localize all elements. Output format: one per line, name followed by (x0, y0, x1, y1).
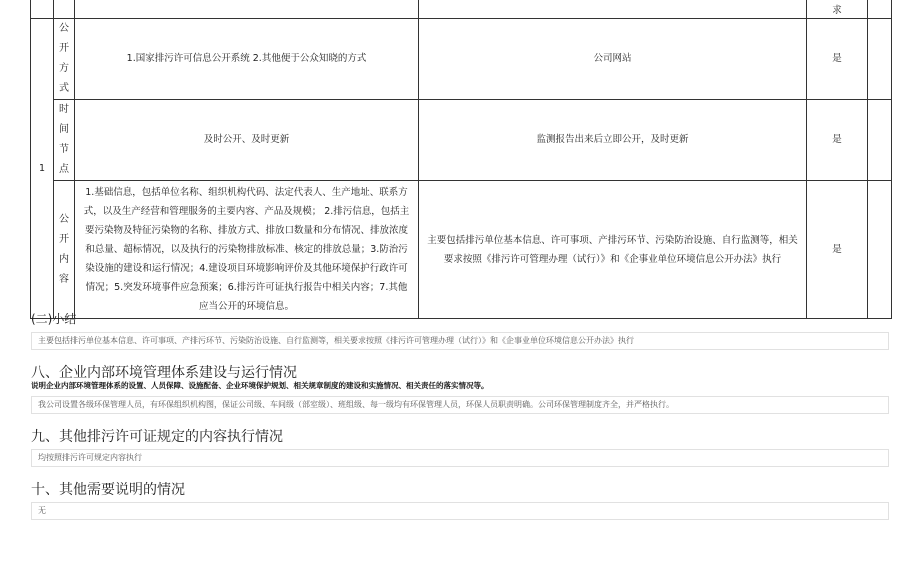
section8-text: 我公司设置各级环保管理人员，有环保组织机构图，保证公司级、车间级（部室级）、班组级、每一级均有环保管理人员，环保人员职责明确。公司环保管理制度齐全，并严格执行。 (38, 400, 674, 409)
requirement-text: 1.国家排污许可信息公开系统 2.其他便于公众知晓的方式 (126, 53, 367, 64)
consistent-cell (807, 181, 868, 319)
table-row (31, 181, 892, 319)
row-label: 公开方式 (59, 23, 69, 94)
actual-cell (419, 19, 807, 100)
row-label: 公开内容 (59, 213, 69, 285)
header-partial-text: 求 (832, 5, 842, 16)
requirement-cell (75, 100, 419, 181)
actual-cell (419, 181, 807, 319)
consistent-cell (807, 100, 868, 181)
actual-text: 公司网站 (593, 53, 632, 64)
row-label-cell (54, 181, 75, 319)
row-index: 1 (38, 162, 46, 174)
requirement-text: 及时公开、及时更新 (203, 134, 290, 145)
consistent-cell (807, 19, 868, 100)
requirement-cell (75, 181, 419, 319)
table-header-row (31, 0, 892, 19)
summary-text-field (31, 332, 889, 350)
table-cell (868, 0, 892, 19)
table-cell (868, 100, 892, 181)
section9-text: 均按照排污许可规定内容执行 (38, 453, 142, 462)
section8-title: 八、企业内部环境管理体系建设与运行情况 (31, 365, 297, 381)
consistent-value: 是 (832, 53, 842, 64)
section9-text-field (31, 449, 889, 467)
section10-title: 十、其他需要说明的情况 (31, 482, 185, 498)
table-cell (868, 181, 892, 319)
section10-text: 无 (38, 506, 46, 515)
row-label: 时间节点 (59, 104, 69, 175)
consistent-value: 是 (832, 243, 842, 255)
actual-text: 主要包括排污单位基本信息、许可事项、产排污环节、污染防治设施、自行监测等，相关要求按照《排污许可管理办理（试行）》和《企事业单位环境信息公开办法》执行 (427, 234, 798, 265)
table-cell (75, 0, 419, 19)
actual-text: 监测报告出来后立即公开，及时更新 (536, 134, 689, 145)
table-row (31, 100, 892, 181)
table-cell (54, 0, 75, 19)
table-row (31, 19, 892, 100)
section8-text-field (31, 396, 889, 414)
header-consistent-partial (807, 0, 868, 19)
table-cell (31, 0, 54, 19)
row-label-cell (54, 19, 75, 100)
summary-title: (二)小结 (31, 312, 77, 326)
section9-title: 九、其他排污许可证规定的内容执行情况 (31, 429, 283, 445)
table-cell (419, 0, 807, 19)
info-disclosure-table (30, 0, 892, 319)
row-label-cell (54, 100, 75, 181)
consistent-value: 是 (832, 134, 842, 145)
section8-desc: 说明企业内部环境管理体系的设置、人员保障、设施配备、企业环境保护规划、相关规章制度的建设和实施情况、相关责任的落实情况等。 (31, 381, 489, 390)
table-cell (868, 19, 892, 100)
requirement-cell (75, 19, 419, 100)
row-index-cell (31, 19, 54, 319)
summary-text: 主要包括排污单位基本信息、许可事项、产排污环节、污染防治设施、自行监测等，相关要求按照《排污许可管理办理（试行）》和《企事业单位环境信息公开办法》执行 (38, 336, 634, 345)
requirement-text: 1.基础信息，包括单位名称、组织机构代码、法定代表人、生产地址、联系方式，以及生产经营和管理服务的主要内容、产品及规模； 2.排污信息，包括主要污染物及特征污染物的名称、排放方式、排放口数量和分布情况、排放浓度和总量、超标情况，以及执行的污染物排放标准、核定的排放总量；3.防治污染设施的建设和运行情况；4.建设项目环境影响评价及其他环境保护行政许可情况；5.突发环境事件应急预案；6.排污许可证执行报告中相关内容；7.其他应当公开的环境信息。 (83, 187, 410, 312)
actual-cell (419, 100, 807, 181)
section10-text-field (31, 502, 889, 520)
